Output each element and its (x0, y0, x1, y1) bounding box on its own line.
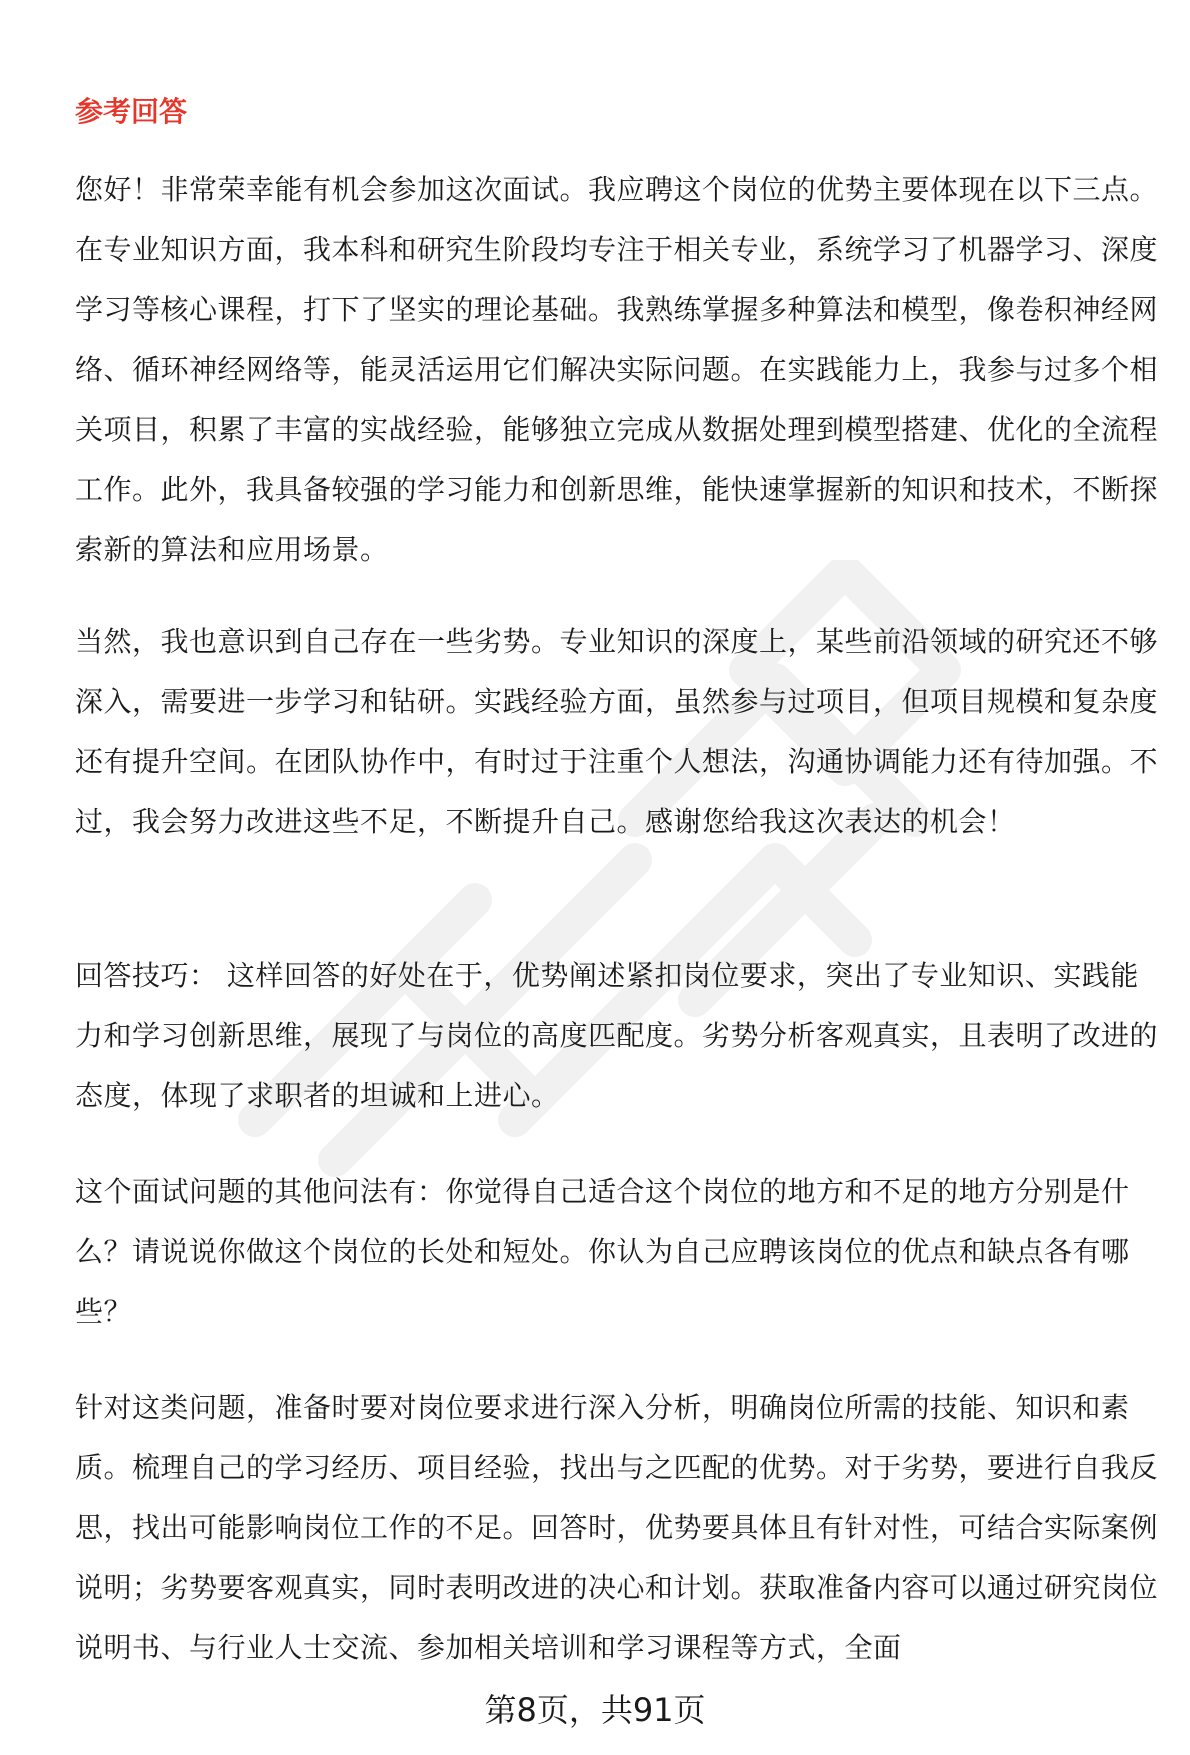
preparation-advice-paragraph: 针对这类问题，准备时要对岗位要求进行深入分析，明确岗位所需的技能、知识和素质。梳理自己的学习经历、项目经验，找出与之匹配的优势。对于劣势，要进行自我反思，找出可能影响岗位工作的不足。回答时，优势要具体且有针对性，可结合实际案例说明；劣势要客观真实，同时表明改进的决心和计划。获取准备内容可以通过研究岗位说明书、与行业人士交流、参加相关培训和学习课程等方式，全面 (75, 1391, 1159, 1664)
answer-tips-paragraph: 回答技巧： 这样回答的好处在于，优势阐述紧扣岗位要求，突出了专业知识、实践能力和学习创新思维，展现了与岗位的高度匹配度。劣势分析客观真实，且表明了改进的态度，体现了求职者的坦诚和上进心。 (75, 959, 1159, 1112)
answer-paragraph-strengths: 您好！非常荣幸能有机会参加这次面试。我应聘这个岗位的优势主要体现在以下三点。在专业知识方面，我本科和研究生阶段均专注于相关专业，系统学习了机器学习、深度学习等核心课程，打下了坚实的理论基础。我熟练掌握多种算法和模型，像卷积神经网络、循环神经网络等，能灵活运用它们解决实际问题。在实践能力上，我参与过多个相关项目，积累了丰富的实战经验，能够独立完成从数据处理到模型搭建、优化的全流程工作。此外，我具备较强的学习能力和创新思维，能快速掌握新的知识和技术，不断探索新的算法和应用场景。 (75, 173, 1159, 566)
answer-heading: 参考回答 (75, 95, 188, 128)
answer-paragraph-weaknesses: 当然，我也意识到自己存在一些劣势。专业知识的深度上，某些前沿领域的研究还不够深入，需要进一步学习和钻研。实践经验方面，虽然参与过项目，但项目规模和复杂度还有提升空间。在团队协作中，有时过于注重个人想法，沟通协调能力还有待加强。不过，我会努力改进这些不足，不断提升自己。感谢您给我这次表达的机会！ (75, 625, 1159, 838)
alternative-questions-paragraph: 这个面试问题的其他问法有：你觉得自己适合这个岗位的地方和不足的地方分别是什么？请说说你做这个岗位的长处和短处。你认为自己应聘该岗位的优点和缺点各有哪些？ (75, 1175, 1130, 1328)
page-number: 第8页，共91页 (484, 1691, 706, 1729)
